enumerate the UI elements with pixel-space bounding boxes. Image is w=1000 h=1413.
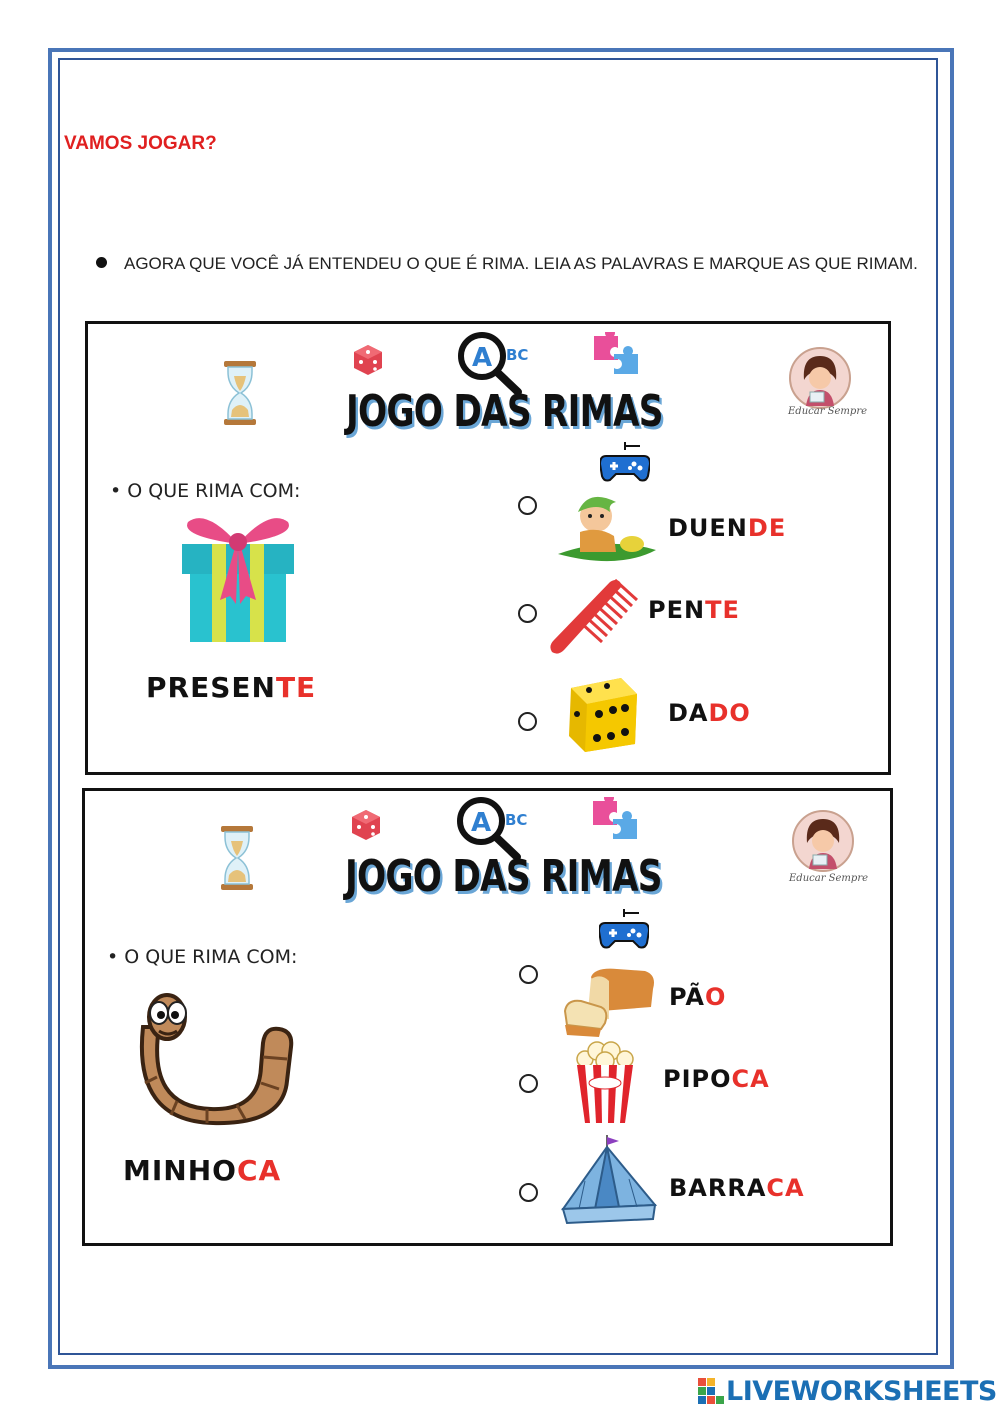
- small-dice-icon: [351, 809, 381, 841]
- rhyme-game-1: [85, 321, 891, 775]
- teacher-logo-icon: [788, 346, 852, 410]
- option-word-pente: PENTE: [648, 596, 740, 624]
- logo-caption: Educar Sempre: [789, 873, 869, 884]
- question-label: • O QUE RIMA COM:: [110, 480, 301, 502]
- bread-icon: [561, 967, 657, 1041]
- gamepad-icon: [600, 442, 650, 484]
- option-radio-duende[interactable]: [518, 496, 537, 515]
- option-word-dado: DADO: [668, 699, 751, 727]
- tent-icon: [559, 1135, 659, 1229]
- option-word-barraca: BARRACA: [669, 1174, 805, 1202]
- option-word-duende: DUENDE: [668, 514, 787, 542]
- comb-icon: [548, 576, 642, 658]
- worm-icon: [137, 987, 297, 1127]
- svg-text:A: A: [472, 343, 493, 373]
- option-radio-dado[interactable]: [518, 712, 537, 731]
- svg-text:BC: BC: [505, 811, 528, 829]
- hourglass-icon: [219, 825, 255, 891]
- brand-text: LIVEWORKSHEETS: [726, 1376, 997, 1407]
- teacher-logo-icon: [791, 809, 855, 873]
- puzzle-icon: [592, 332, 640, 376]
- svg-text:A: A: [471, 808, 492, 838]
- puzzle-icon: [591, 797, 639, 841]
- option-word-pipoca: PIPOCA: [663, 1065, 770, 1093]
- gift-icon: [176, 508, 300, 644]
- option-radio-pente[interactable]: [518, 604, 537, 623]
- dice-icon: [563, 674, 643, 754]
- small-dice-icon: [353, 344, 383, 376]
- page-heading: VAMOS JOGAR?: [64, 133, 217, 154]
- liveworksheets-brand: [698, 1376, 997, 1407]
- rhyme-game-2: [82, 788, 893, 1246]
- target-word: PRESENTE: [146, 671, 317, 704]
- question-label: • O QUE RIMA COM:: [107, 946, 298, 968]
- option-radio-pao[interactable]: [519, 965, 538, 984]
- logo-caption: Educar Sempre: [788, 406, 868, 417]
- option-radio-barraca[interactable]: [519, 1183, 538, 1202]
- option-radio-pipoca[interactable]: [519, 1074, 538, 1093]
- option-word-pao: PÃO: [669, 983, 727, 1011]
- liveworksheets-logo-icon: [698, 1378, 726, 1406]
- bullet-dot: [96, 257, 107, 268]
- game-title: JOGO DAS RIMAS: [345, 851, 662, 902]
- gamepad-icon: [599, 909, 649, 951]
- svg-text:BC: BC: [506, 346, 529, 364]
- hourglass-icon: [222, 360, 258, 426]
- instruction-text: AGORA QUE VOCÊ JÁ ENTENDEU O QUE É RIMA. LEIA AS PALAVRAS E MARQUE AS QUE RIMAM.: [124, 254, 918, 273]
- game-title: JOGO DAS RIMAS: [346, 386, 663, 437]
- target-word: MINHOCA: [123, 1154, 282, 1187]
- popcorn-icon: [573, 1041, 637, 1125]
- elf-icon: [558, 492, 658, 570]
